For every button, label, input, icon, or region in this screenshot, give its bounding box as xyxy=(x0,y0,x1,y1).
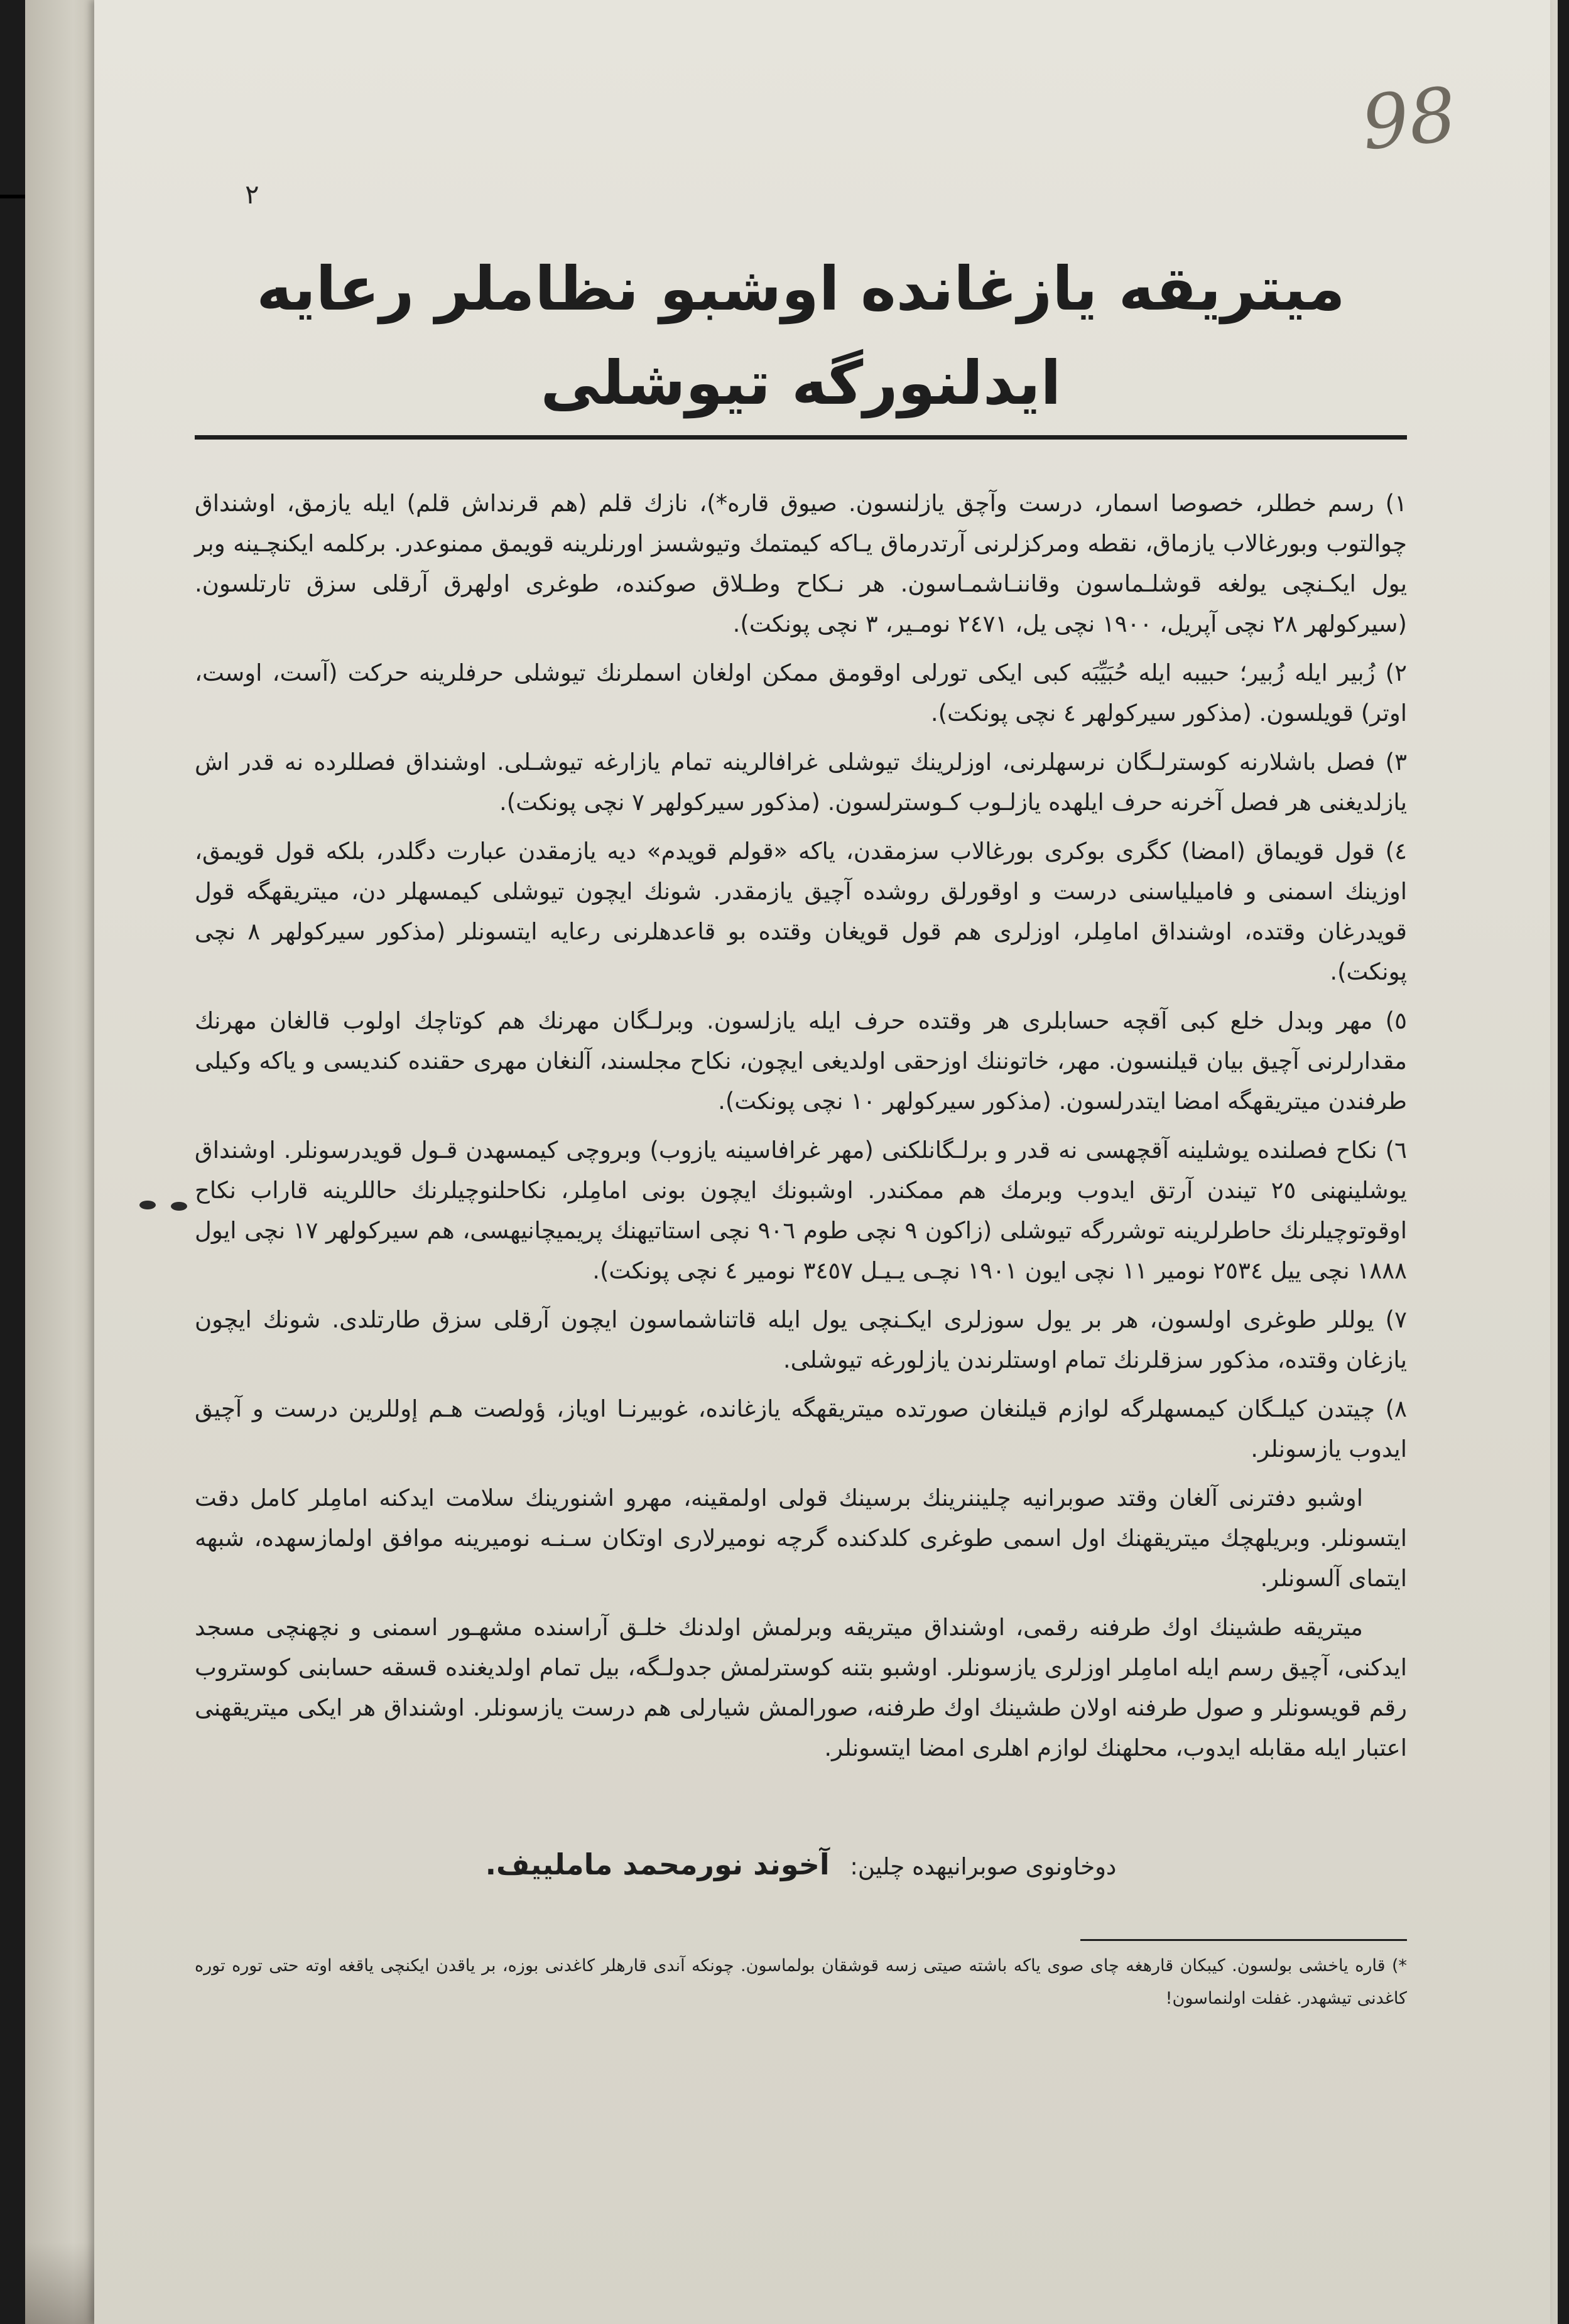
folio-number: 98 xyxy=(1357,70,1460,167)
signature-name: آخوند نورمحمد ماملییف. xyxy=(485,1847,830,1881)
note-paragraph: میتریقه طشینك اوك طرفنه رقمی، اوشنداق میتریقه وبرلمش اولدنك خلـق آراسنده مشهـور اسمنی و نچهنچی مسجد ایدکنی، آچیق رسم ایله امامِلر اوزلری یازسونلر. اوشبو بتنه کوسترلمش جدولـگه، بیل تمام اولدیغنده قسقه حسابنی کوستروب رقم قویسونلر و صول طرفنه اولان طشینك اوك طرفنه، صورالمش شیارلی هم درست یازسونلر. اوشنداق هر ایکی میتریقهنی اعتبار ایله مقابله ایدوب، محلهنك لوازم اهلری امضا ایتسونلر. xyxy=(195,1614,1407,1761)
rule-paragraph: ٧) یوللر طوغری اولسون، هر بر یول سوزلری ایکـنچی یول ایله قاتناشماسون ایچون آرقلی سزق طارتلدی. شونك ایچون یازغان وقتده، مذکور سزقلرنك تمام اوستلرندن یازلورغه تیوشلی. xyxy=(195,1306,1407,1373)
punch-hole-mark xyxy=(139,1201,156,1209)
document-body xyxy=(195,242,1407,2032)
document-title: میتریقه یازغانده اوشبو نظاملر رعایه ایدلنورگه تیوشلی xyxy=(195,242,1407,440)
footnote-divider xyxy=(1080,1939,1407,1941)
rule-paragraph: ٦) نکاح فصلنده یوشلینه آقچهسی نه قدر و برلـگانلکنی (مهر غرافاسینه یازوب) وبروچی کیمسهدن قـول قویدرسونلر. اوشنداق یوشلینهنی ٢٥ تیندن آرتق ایدوب وبرمك هم ممکندر. اوشبونك ایچون بونی امامِلر، نکاحلنوچیلرنك حاللرینه قاراب نکاح اوقوتوچیلرنك حاطرلرینه توشررگه تیوشلی (زاکون ٩ نچی طوم ٩٠٦ نچی استاتیهنك پریمیچانیهسی، هم سیرکولهر ١٧ نچی ایول ١٨٨٨ نچی ییل ٢٥٣٤ نومیر ١١ نچی ایون ١٩٠١ نچـی یـیـل ٣٤٥٧ نومیر ٤ نچی پونکت). xyxy=(195,1137,1407,1284)
rule-paragraph: ١) رسم خطلر، خصوصا اسمار، درست وآچق یازلنسون. صیوق قاره*)، نازك قلم (هم قرنداش قلم) ایله یازمق، اوشنداق چوالتوب وبورغالاب یازماق، نقطه ومرکزلرنی آرتدرماق یـاکه کیمتمك وتیوشسز اورنلرینه قویمق ممنوعدر. برکلمه ایکنچـینه وبر یول ایکـنچی یولغه قوشلـماسون وقاننـاشمـاسون. هر نـکاح وطـلاق صوکنده، طوغری اولهرق آرقلی سزق تارتلسون. (سیرکولهر ٢٨ نچی آپریل، ١٩٠٠ نچی یل، ٢٤٧١ نومـیر، ٣ نچی پونکت). xyxy=(195,490,1407,637)
rule-paragraph: ٢) زُبیر ایله زُبیر؛ حبیبه ایله حُبَیِّبَه کبی ایکی تورلی اوقومق ممکن اولغان اسملرنك تیوشلی حرفلرینه حرکت (آست، اوست، اوتر) قویلسون. (مذکور سیرکولهر ٤ نچی پونکت). xyxy=(195,659,1407,727)
rule-paragraph: ٤) قول قویماق (امضا) کگری بوکری بورغالاب سزمقدن، یاکه «قولم قویدم» دیه یازمقدن عبارت دگلدر، بلکه قول قویمق، اوزینك اسمنی و فامیلیاسنی درست و اوقورلق روشده آچیق یازمقدر. شونك ایچون تیوشلی کیمسهلر دن، میتریقهگه قول قویدرغان وقتده، اوشنداق امامِلر، اوزلری هم قول قویغان وقتده بو قاعدهلرنی رعایه ایتسونلر (مذکور سیرکولهر ٨ نچی پونکت). xyxy=(195,838,1407,985)
signature-prefix: دوخاونوی صوبرانیهده چلین: xyxy=(850,1853,1117,1880)
note-paragraph: اوشبو دفترنی آلغان وقتد صوبرانیه چلیننرینك برسینك قولی اولمقینه، مهرو اشنورینك سلامت ایدکنه امامِلر کامل دقت ایتسونلر. وبریلهچك میتریقهنك اول اسمی طوغری کلدکنده گرچه نومیرلاری اوتکان سـنـه نومیرینه موافق اولمازسهده، شبهه ایتمای آلسونلر. xyxy=(195,1484,1407,1592)
punch-hole-mark xyxy=(171,1202,187,1211)
signature-line xyxy=(195,1842,1407,1889)
rule-paragraph: ٣) فصل باشلارنه کوسترلـگان نرسهلرنی، اوزلرینك تیوشلی غرافالرینه تمام یازارغه تیوشـلی. اوشنداق فصللرده نه قدر اش یازلدیغنی هر فصل آخرنه حرف ایلهده یازلـوب کـوسترلسون. (مذکور سیرکولهر ٧ نچی پونکت). xyxy=(195,749,1407,816)
footnote: *) قاره یاخشی بولسون. کیبکان قارهغه چای صوی یاکه باشته صیتی زسه قوشقان بولماسون. چونکه آندی قارهلر کاغدنی بوزه، بر یاقدن ایکنچی یاقغه اوته حتی توره توره کاغدنی تیشهدر. غفلت اولنماسون! xyxy=(195,1956,1407,2008)
rule-paragraph: ٨) چیتدن کیلـگان کیمسهلرگه لوازم قیلنغان صورتده میتریقهگه یازغانده، غوبیرنـا اویاز، ؤولصت هـم إوللرین درست و آچیق ایدوب یازسونلر. xyxy=(195,1395,1407,1462)
margin-rule xyxy=(0,195,25,198)
page-mark: ٢ xyxy=(245,179,259,210)
rules-list xyxy=(195,484,1407,1768)
worn-edge xyxy=(25,2242,94,2324)
binding-edge xyxy=(25,0,95,2324)
rule-paragraph: ٥) مهر وبدل خلع کبی آقچه حسابلری هر وقتده حرف ایله یازلسون. وبرلـگان مهرنك هم کوتاچك اولوب قالغان مهرنك مقدارلرنی آچیق بیان قیلنسون. مهر، خاتوننك اوزحقی اولدیغی ایچون، نکاح مجلسند، آلنغان مهری حقنده کندیسی و یاکه وکیلی طرفندن میتریقهگه امضا ایتدرلسون. (مذکور سیرکولهر ١٠ نچی پونکت). xyxy=(195,1007,1407,1115)
